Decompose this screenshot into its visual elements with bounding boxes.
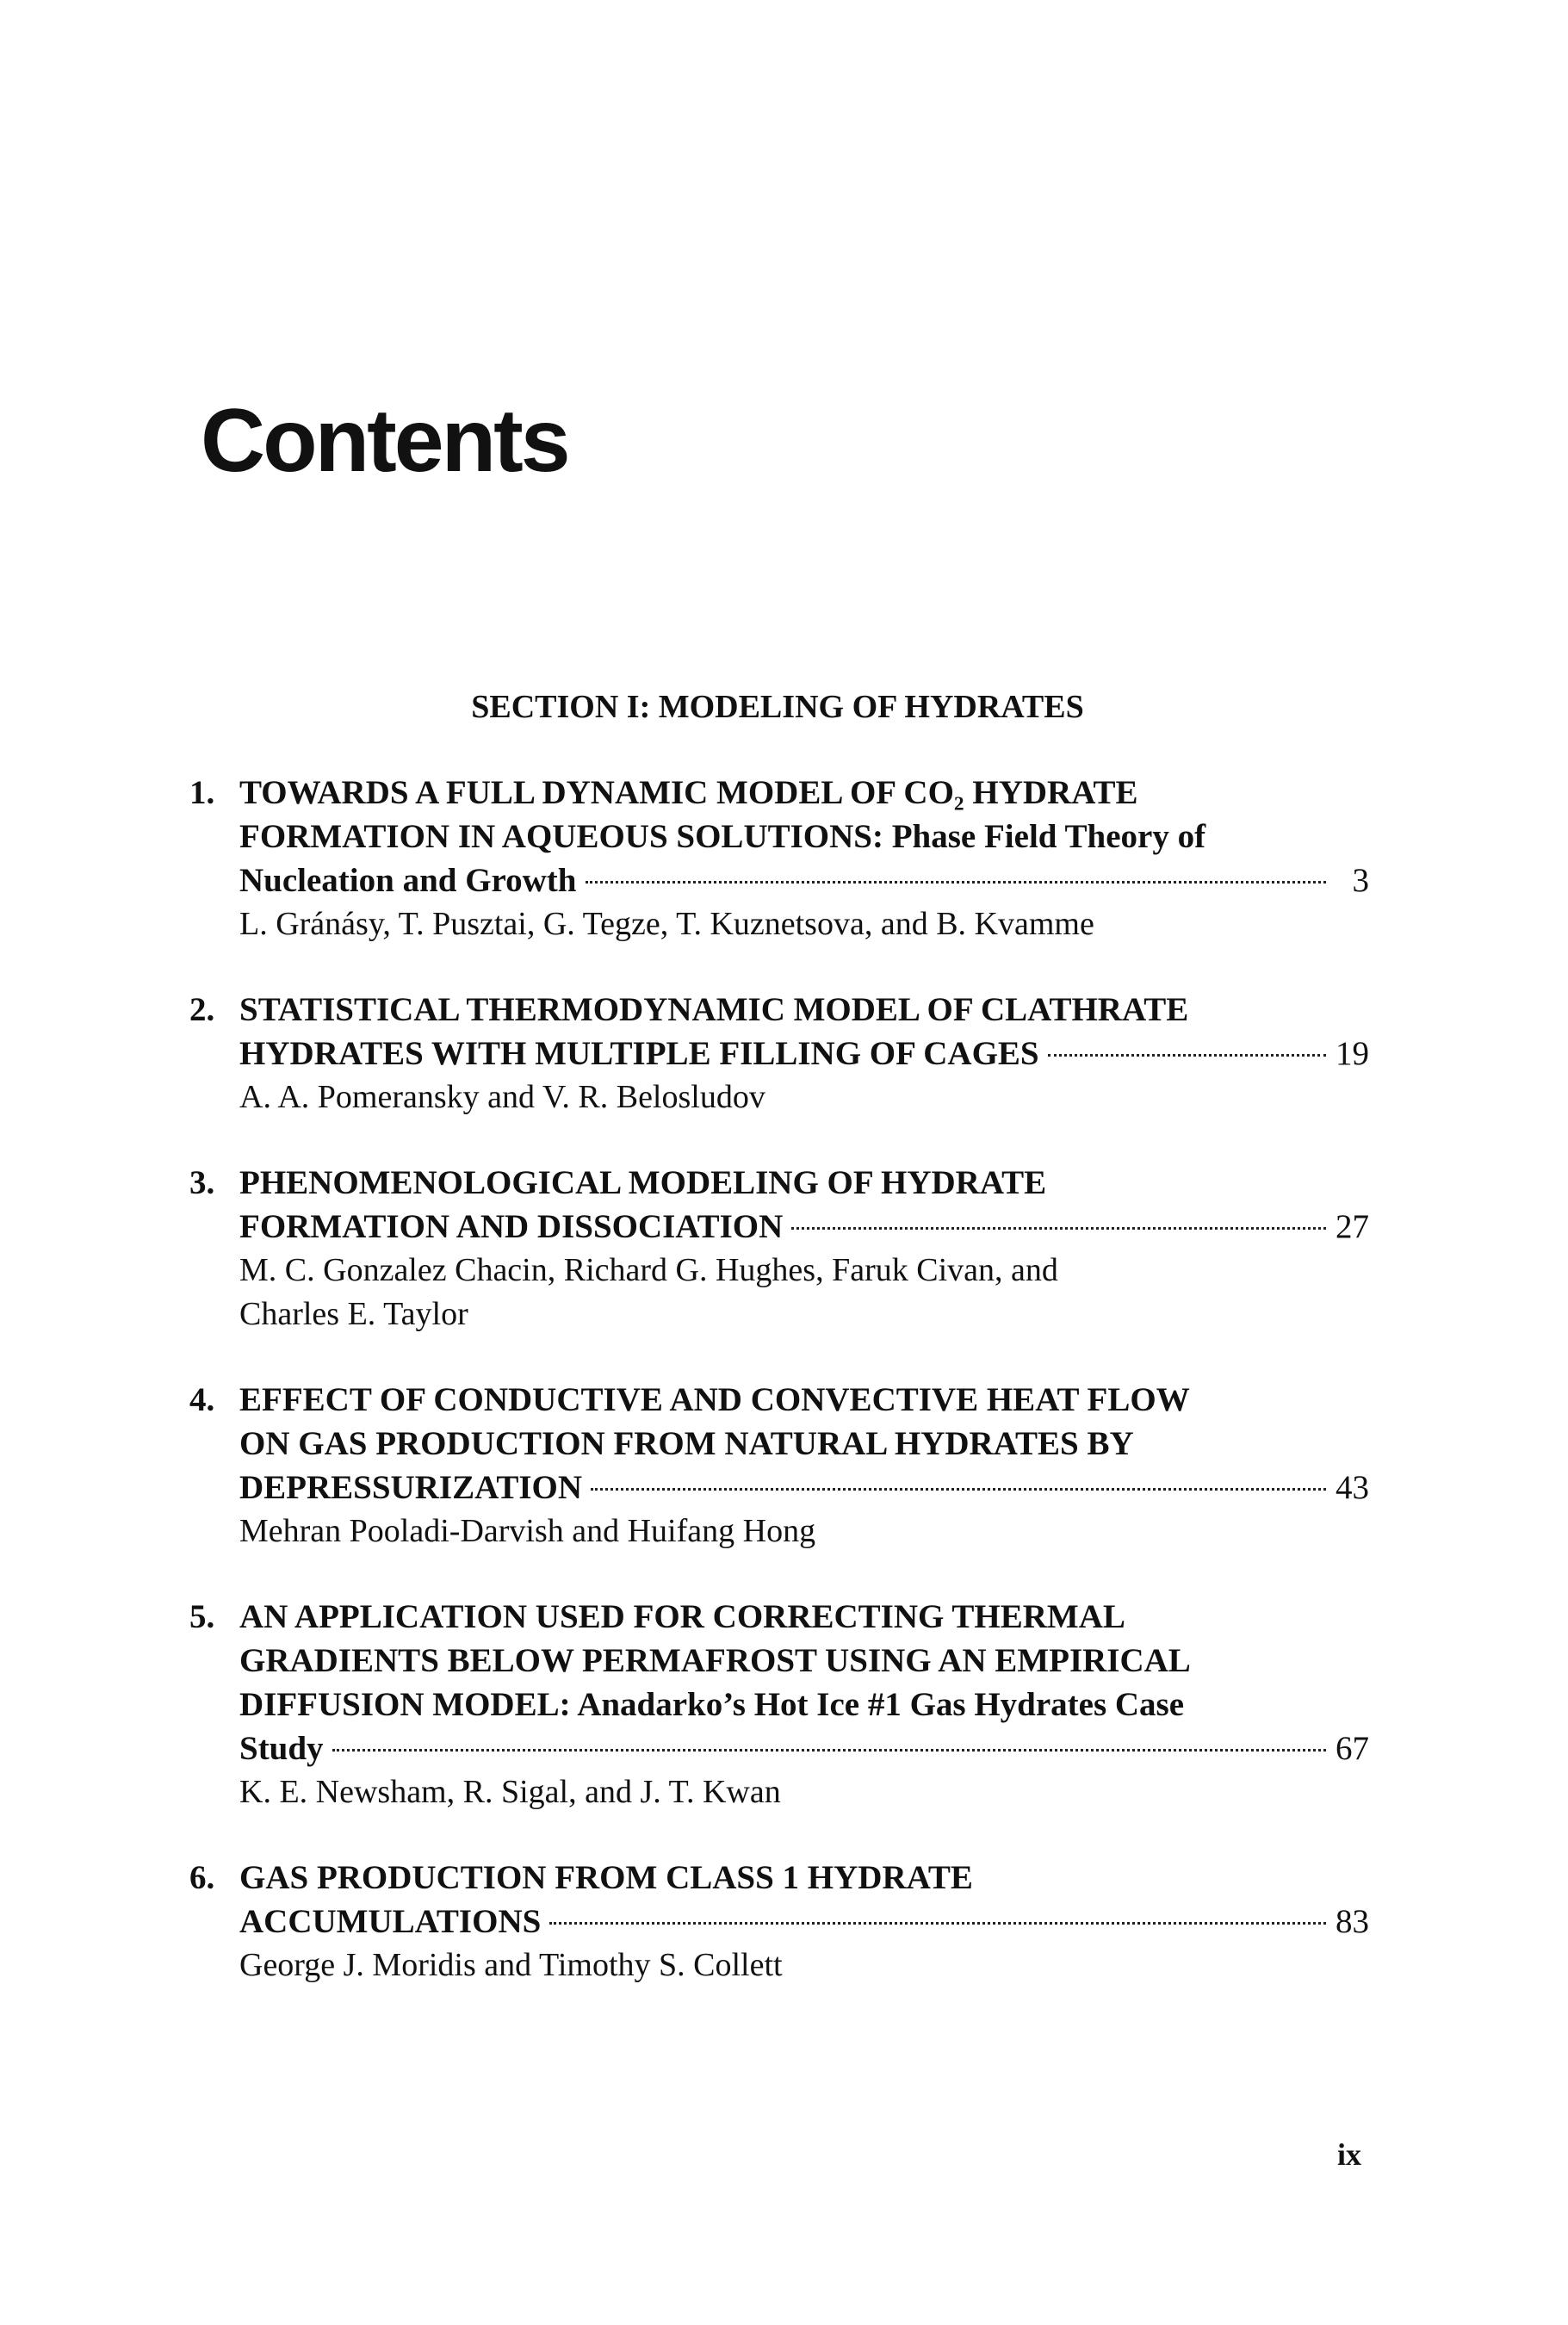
entry-body	[239, 771, 1369, 946]
entry-authors: A. A. Pomeransky and V. R. Belosludov	[239, 1079, 765, 1115]
dot-leader	[1048, 1054, 1326, 1057]
page-number[interactable]: 67	[1336, 1730, 1369, 1767]
entry-title-line: DIFFUSION MODEL: Anadarko’s Hot Ice #1 Gas Hydrates Case	[239, 1686, 1185, 1723]
page-number[interactable]: 19	[1336, 1035, 1369, 1072]
entry-body	[239, 1378, 1369, 1553]
toc-entry-3[interactable]	[189, 1161, 1369, 1336]
entry-title-line: FORMATION AND DISSOCIATION	[239, 1208, 784, 1245]
page-title: Contents	[201, 391, 568, 491]
entry-body	[239, 1161, 1369, 1336]
leader-line	[239, 859, 1369, 902]
toc-entry-1[interactable]	[189, 771, 1369, 946]
toc-entry-4[interactable]	[189, 1378, 1369, 1553]
entry-title-line: PHENOMENOLOGICAL MODELING OF HYDRATE	[239, 1164, 1047, 1201]
toc-entry-2[interactable]	[189, 988, 1369, 1119]
entry-title-line: AN APPLICATION USED FOR CORRECTING THERMAL	[239, 1598, 1125, 1635]
entry-title-line: Nucleation and Growth	[239, 862, 577, 899]
section-heading: SECTION I: MODELING OF HYDRATES	[471, 689, 1084, 725]
entry-number: 6.	[189, 1859, 215, 1896]
leader-line	[239, 1032, 1369, 1076]
entry-authors: Charles E. Taylor	[239, 1296, 468, 1332]
entry-title-line: GAS PRODUCTION FROM CLASS 1 HYDRATE	[239, 1859, 973, 1896]
entry-authors: L. Gránásy, T. Pusztai, G. Tegze, T. Kuznetsova, and B. Kvamme	[239, 906, 1094, 942]
entry-number: 1.	[189, 774, 215, 811]
toc-entry-6[interactable]	[189, 1856, 1369, 1987]
page-number[interactable]: 3	[1352, 862, 1369, 899]
entry-authors: Mehran Pooladi-Darvish and Huifang Hong	[239, 1513, 816, 1549]
dot-leader	[586, 881, 1327, 884]
entry-authors: K. E. Newsham, R. Sigal, and J. T. Kwan	[239, 1774, 781, 1810]
entry-title-line: FORMATION IN AQUEOUS SOLUTIONS: Phase Field Theory of	[239, 818, 1206, 855]
entry-number: 3.	[189, 1164, 215, 1201]
entry-title-line: STATISTICAL THERMODYNAMIC MODEL OF CLATHRATE	[239, 991, 1189, 1028]
dot-leader	[549, 1922, 1326, 1925]
leader-line	[239, 1727, 1369, 1770]
entry-number: 4.	[189, 1381, 215, 1418]
entry-title-line: TOWARDS A FULL DYNAMIC MODEL OF CO₂ HYDRATE	[239, 774, 1138, 811]
leader-line	[239, 1205, 1369, 1249]
entry-authors: George J. Moridis and Timothy S. Collett	[239, 1947, 783, 1983]
dot-leader	[791, 1227, 1326, 1230]
entry-title-line: Study	[239, 1730, 324, 1767]
entry-number: 2.	[189, 991, 215, 1028]
entry-title-line: EFFECT OF CONDUCTIVE AND CONVECTIVE HEAT FLOW	[239, 1381, 1190, 1418]
page-number[interactable]: 27	[1336, 1208, 1369, 1245]
entry-title-line: ON GAS PRODUCTION FROM NATURAL HYDRATES BY	[239, 1425, 1134, 1462]
page-number[interactable]: 43	[1336, 1469, 1369, 1506]
toc-entry-5[interactable]	[189, 1595, 1369, 1814]
entry-authors: M. C. Gonzalez Chacin, Richard G. Hughes, Faruk Civan, and	[239, 1252, 1058, 1288]
leader-line	[239, 1466, 1369, 1510]
entry-number: 5.	[189, 1598, 215, 1635]
entry-title-line: ACCUMULATIONS	[239, 1903, 542, 1940]
entry-title-line: GRADIENTS BELOW PERMAFROST USING AN EMPIRICAL	[239, 1642, 1191, 1679]
leader-line	[239, 1900, 1369, 1944]
entry-title-line: HYDRATES WITH MULTIPLE FILLING OF CAGES	[239, 1035, 1039, 1072]
entry-body	[239, 1856, 1369, 1987]
entry-title-line: DEPRESSURIZATION	[239, 1469, 583, 1506]
dot-leader	[332, 1749, 1326, 1752]
entry-body	[239, 988, 1369, 1119]
entry-body	[239, 1595, 1369, 1814]
folio-page-number: ix	[1336, 2137, 1361, 2172]
dot-leader	[591, 1488, 1326, 1491]
page-number[interactable]: 83	[1336, 1903, 1369, 1940]
table-of-contents	[189, 771, 1369, 2029]
